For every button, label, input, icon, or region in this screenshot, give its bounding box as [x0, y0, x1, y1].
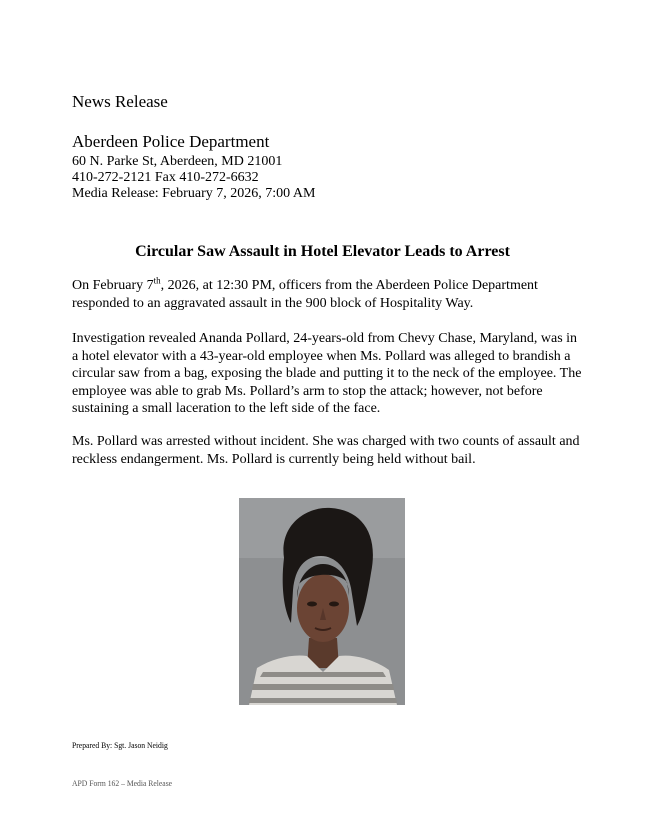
department-name: Aberdeen Police Department	[72, 132, 270, 151]
media-release-date: Media Release: February 7, 2026, 7:00 AM	[72, 186, 316, 201]
paragraph-incident-rest: , 2026, at 12:30 PM, officers from the Aberdeen Police Department responded to an aggravated assault in the 900 block of Hospitality Way.	[72, 278, 538, 311]
department-address: 60 N. Parke St, Aberdeen, MD 21001	[72, 154, 283, 169]
paragraph-incident-start: On February 7	[72, 278, 154, 293]
suspect-photo	[239, 498, 405, 705]
department-phone: 410-272-2121 Fax 410-272-6632	[72, 170, 259, 185]
paragraph-investigation: Investigation revealed Ananda Pollard, 24-years-old from Chevy Chase, Maryland, was in a hotel elevator with a 43-year-old employee when Ms. Pollard was alleged to brandish a circular saw from a bag, exposing the blade and putting it to the neck of the employee. The employee was able to grab Ms. Pollard’s arm to stop the attack; however, not before sustaining a small laceration to the left side of the face.	[72, 331, 582, 416]
form-number: APD Form 162 – Media Release	[72, 778, 173, 788]
release-label: News Release	[72, 92, 168, 111]
date-ordinal-suffix: th	[153, 275, 161, 286]
suspect-photo-image	[239, 498, 405, 705]
paragraph-incident	[72, 277, 582, 312]
prepared-by: Prepared By: Sgt. Jason Neidig	[72, 740, 168, 750]
paragraph-arrest: Ms. Pollard was arrested without incident. She was charged with two counts of assault and reckless endangerment. Ms. Pollard is currently being held without bail.	[72, 434, 580, 467]
article-headline: Circular Saw Assault in Hotel Elevator Leads to Arrest	[135, 243, 510, 260]
